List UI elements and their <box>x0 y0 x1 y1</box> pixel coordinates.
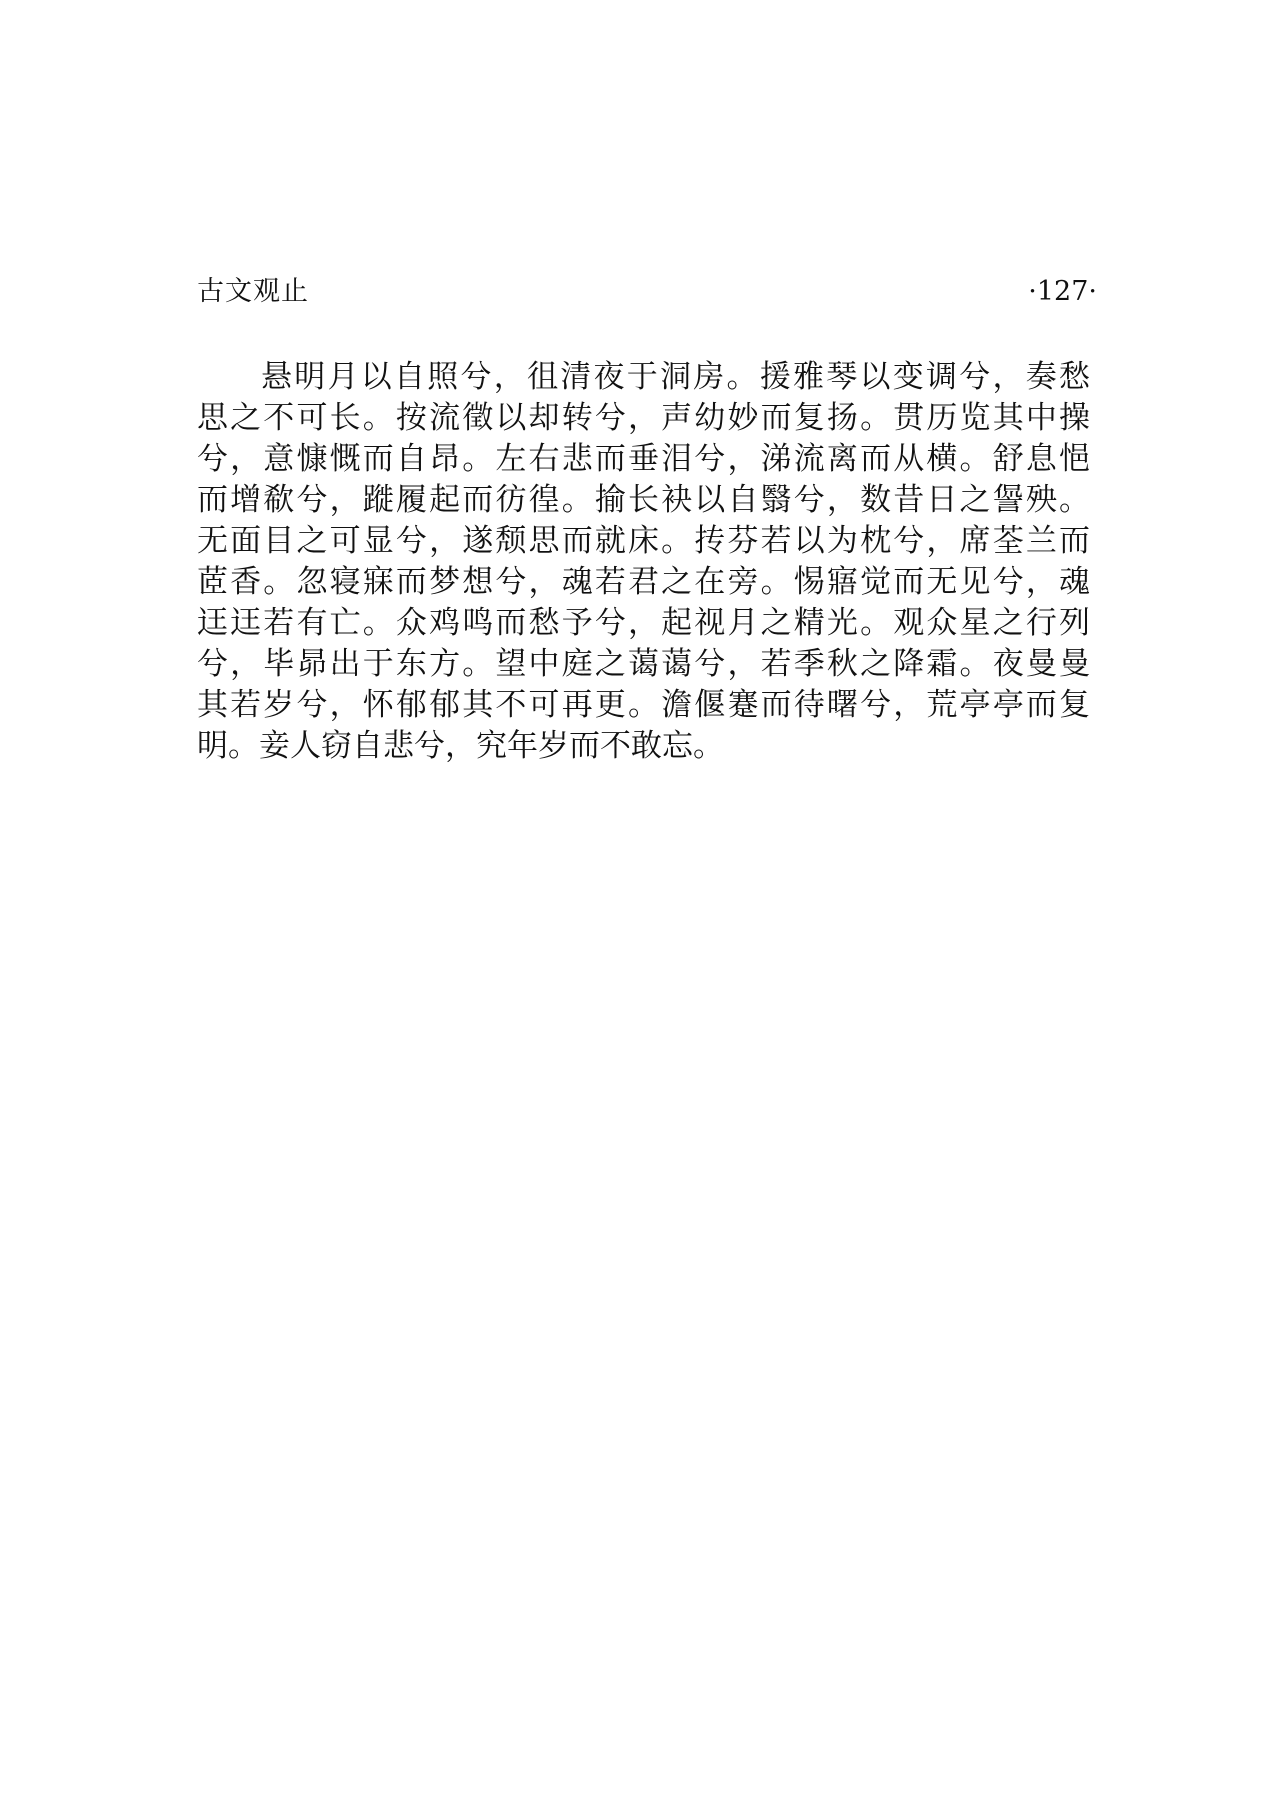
text-line: 兮，毕昴出于东方。望中庭之蔼蔼兮，若季秋之降霜。夜曼曼 <box>197 646 1090 682</box>
text-line: 思之不可长。按流徵以却转兮，声幼妙而复扬。贯历览其中操 <box>197 400 1090 436</box>
text-line: 悬明月以自照兮，徂清夜于洞房。援雅琴以变调兮，奏愁 <box>261 359 1090 395</box>
text-line: 而增欷兮，蹝履起而彷徨。揄长袂以自翳兮，数昔日之諐殃。 <box>197 482 1090 518</box>
text-line: 无面目之可显兮，遂颓思而就床。抟芬若以为枕兮，席荃兰而 <box>197 523 1090 559</box>
running-head-title: 古文观止 <box>197 276 309 307</box>
page-header <box>197 272 1097 312</box>
text-line: 其若岁兮，怀郁郁其不可再更。澹偃蹇而待曙兮，荒亭亭而复 <box>197 687 1090 723</box>
text-line: 迋迋若有亡。众鸡鸣而愁予兮，起视月之精光。观众星之行列 <box>197 605 1090 641</box>
body-paragraph <box>197 357 1090 767</box>
text-line: 茝香。忽寝寐而梦想兮，魂若君之在旁。惕寤觉而无见兮，魂 <box>197 564 1090 600</box>
text-line: 明。妾人窃自悲兮，究年岁而不敢忘。 <box>197 728 724 764</box>
page-number: ·127· <box>1028 276 1097 307</box>
text-line: 兮，意慷慨而自昂。左右悲而垂泪兮，涕流离而从横。舒息悒 <box>197 441 1090 477</box>
